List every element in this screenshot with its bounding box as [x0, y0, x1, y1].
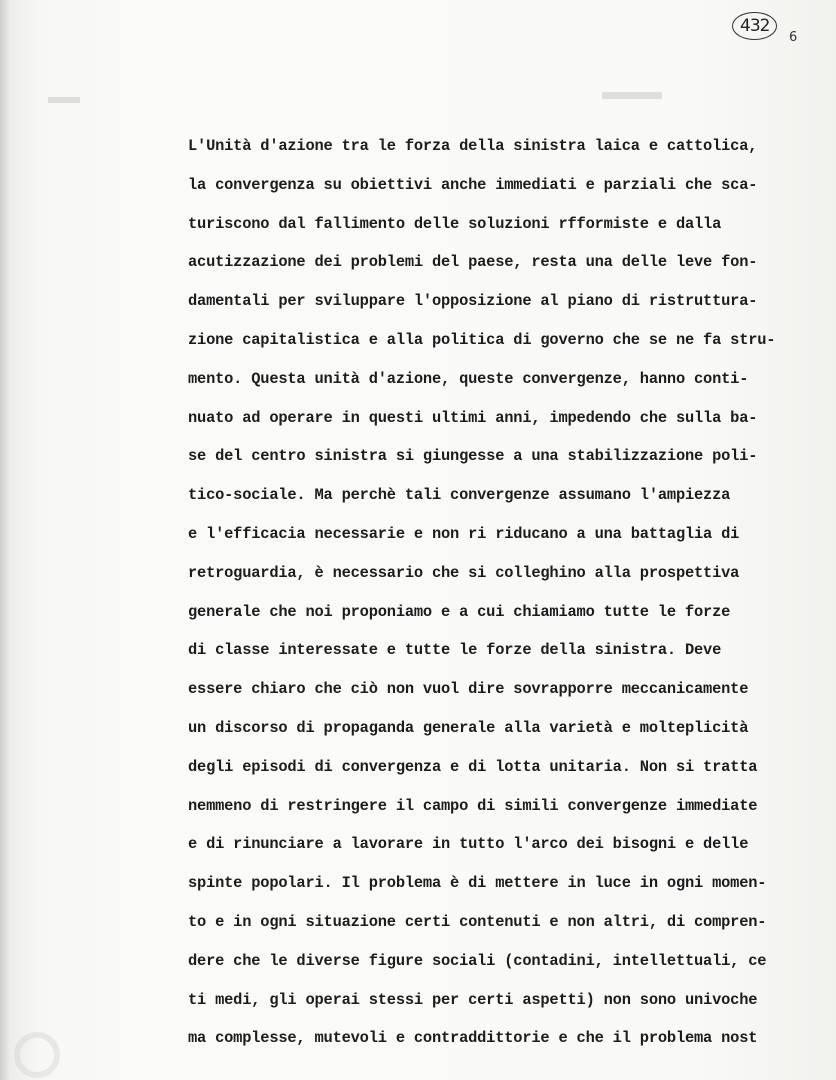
scan-smudge-left [48, 97, 80, 103]
text-line: damentali per sviluppare l'opposizione al piano di ristruttura- [188, 292, 758, 311]
text-line: la convergenza su obiettivi anche immediati e parziali che sca- [188, 175, 758, 194]
text-line: nemmeno di restringere il campo di simili convergenze immediate [188, 796, 758, 815]
text-line: turiscono dal fallimento delle soluzioni rfformiste e dalla [188, 214, 722, 233]
text-line: mento. Questa unità d'azione, queste convergenze, hanno conti- [188, 369, 749, 388]
text-line: degli episodi di convergenza e di lotta unitaria. Non si tratta [188, 757, 758, 776]
text-line: ma complesse, mutevoli e contraddittorie e che il problema nost [188, 1029, 758, 1048]
text-line: L'Unità d'azione tra le forza della sinistra laica e cattolica, [188, 137, 758, 155]
page-suffix-mark: 6 [789, 30, 798, 45]
text-line: retroguardia, è necessario che si colleghino alla prospettiva [188, 563, 740, 582]
typewritten-text [188, 127, 828, 1058]
scan-edge-shadow [0, 0, 10, 1080]
text-line: e di rinunciare a lavorare in tutto l'arco dei bisogni e delle [188, 835, 749, 854]
text-line: generale che noi proponiamo e a cui chiamiamo tutte le forze [188, 602, 731, 621]
text-line: zione capitalistica e alla politica di governo che se ne fa stru- [188, 330, 776, 349]
archive-watermark-icon [0, 990, 60, 1080]
text-line: spinte popolari. Il problema è di mettere in luce in ogni momen- [188, 874, 767, 893]
text-line: to e in ogni situazione certi contenuti e non altri, di compren- [188, 912, 767, 931]
text-line: di classe interessate e tutte le forze della sinistra. Deve [188, 641, 722, 660]
text-line: tico-sociale. Ma perchè tali convergenze assumano l'ampiezza [188, 486, 731, 505]
text-line: un discorso di propaganda generale alla varietà e molteplicità [188, 718, 749, 737]
page-number-stamp: 432 [732, 12, 777, 40]
text-line: dere che le diverse figure sociali (contadini, intellettuali, ce [188, 951, 767, 970]
text-line: essere chiaro che ciò non vuol dire sovrapporre meccanicamente [188, 680, 749, 699]
text-line: nuato ad operare in questi ultimi anni, impedendo che sulla ba- [188, 408, 758, 427]
watermark-ring-icon [14, 1032, 60, 1078]
text-line: ti medi, gli operai stessi per certi aspetti) non sono univoche [188, 990, 758, 1009]
text-line: e l'efficacia necessarie e non ri riducano a una battaglia di [188, 524, 740, 543]
text-line: se del centro sinistra si giungesse a una stabilizzazione poli- [188, 447, 758, 466]
text-line: acutizzazione dei problemi del paese, resta una delle leve fon- [188, 253, 758, 272]
scan-smudge-right [602, 92, 662, 99]
